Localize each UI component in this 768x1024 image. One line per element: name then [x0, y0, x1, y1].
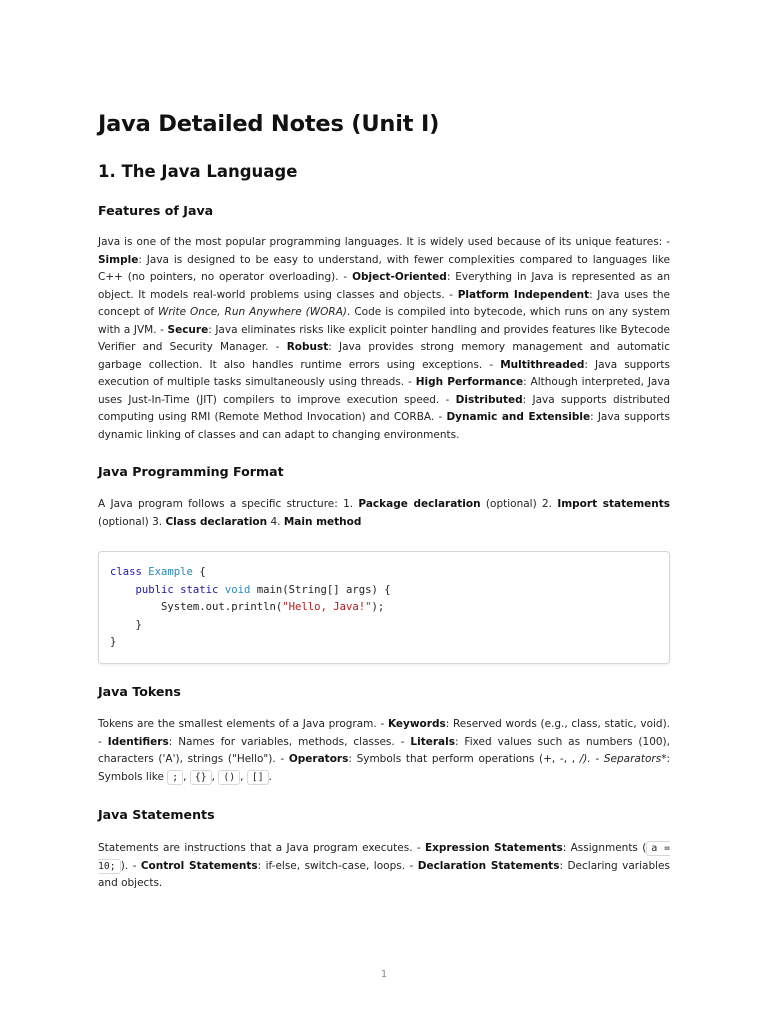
format-paragraph: A Java program follows a specific structure: 1. Package declaration (optional) 2. Import statements (optional) 3. Class declaration 4. Main method — [98, 498, 671, 528]
code-keyword: public static — [135, 583, 219, 596]
page-number: 1 — [380, 969, 388, 980]
inline-code-semicolon: ; — [167, 770, 183, 785]
subheading-features: Features of Java — [98, 203, 214, 218]
subheading-statements: Java Statements — [98, 807, 215, 822]
section-heading-java-language: 1. The Java Language — [98, 162, 298, 181]
inline-code-braces: {} — [190, 770, 212, 785]
inline-code-assignment: a = 10; — [98, 843, 670, 872]
code-string: "Hello, Java!" — [282, 601, 372, 613]
code-classname: Example — [148, 566, 193, 578]
inline-code-parentheses: () — [218, 770, 240, 785]
code-keyword: class — [110, 566, 142, 578]
statements-paragraph: Statements are instructions that a Java program executes. - Expression Statements: Assignments ( a = 10; ). - Control Statements: if-else, switch-case, loops. - Declaration Statements: Declaring variables and objects. — [98, 842, 670, 889]
document-title: Java Detailed Notes (Unit I) — [98, 111, 440, 137]
subheading-tokens: Java Tokens — [98, 684, 181, 699]
features-paragraph: Java is one of the most popular programming languages. It is widely used because of its unique features: - Simple: Java is designed to be easy to understand, with fewer complexities compared to languages like C++ (no pointers, no operator overloading). - Object-Oriented: Everything in Java is represented as an object. It models real-world problems using classes and objects. - Platform Independent: Java uses the concept of Write Once, Run Anywhere (WORA). Code is compiled into bytecode, which runs on any system with a JVM. - Secure: Java eliminates risks like explicit pointer handling and provides features like Bytecode Verifier and Security Manager. - Robust: Java provides strong memory management and automatic garbage collection. It also handles runtime errors using exceptions. - Multithreaded: Java supports execution of multiple tasks simultaneously using threads. - High Performance: Although interpreted, Java uses Just-In-Time (JIT) compilers to improve execution speed. - Distributed: Java supports distributed computing using RMI (Remote Method Invocation) and CORBA. - Dynamic and Extensible: Java supports dynamic linking of classes and can adapt to changing environments. — [98, 236, 671, 441]
code-block — [98, 551, 670, 664]
subheading-programming-format: Java Programming Format — [98, 464, 284, 479]
inline-code-brackets: [] — [247, 770, 269, 785]
code-type: void — [224, 583, 251, 596]
tokens-paragraph: Tokens are the smallest elements of a Java program. - Keywords: Reserved words (e.g., class, static, void). - Identifiers: Names for variables, methods, classes. - Literals: Fixed values such as numbers (100), characters ('A'), strings ("Hello"). - Operators: Symbols that perform operations (+, -, , /). - Separators*: Symbols like ; , {} , () , [] . — [98, 718, 671, 783]
code-listing: class Example { public static void main(String[] args) { System.out.println("Hello, Java!"); } } — [110, 566, 391, 648]
